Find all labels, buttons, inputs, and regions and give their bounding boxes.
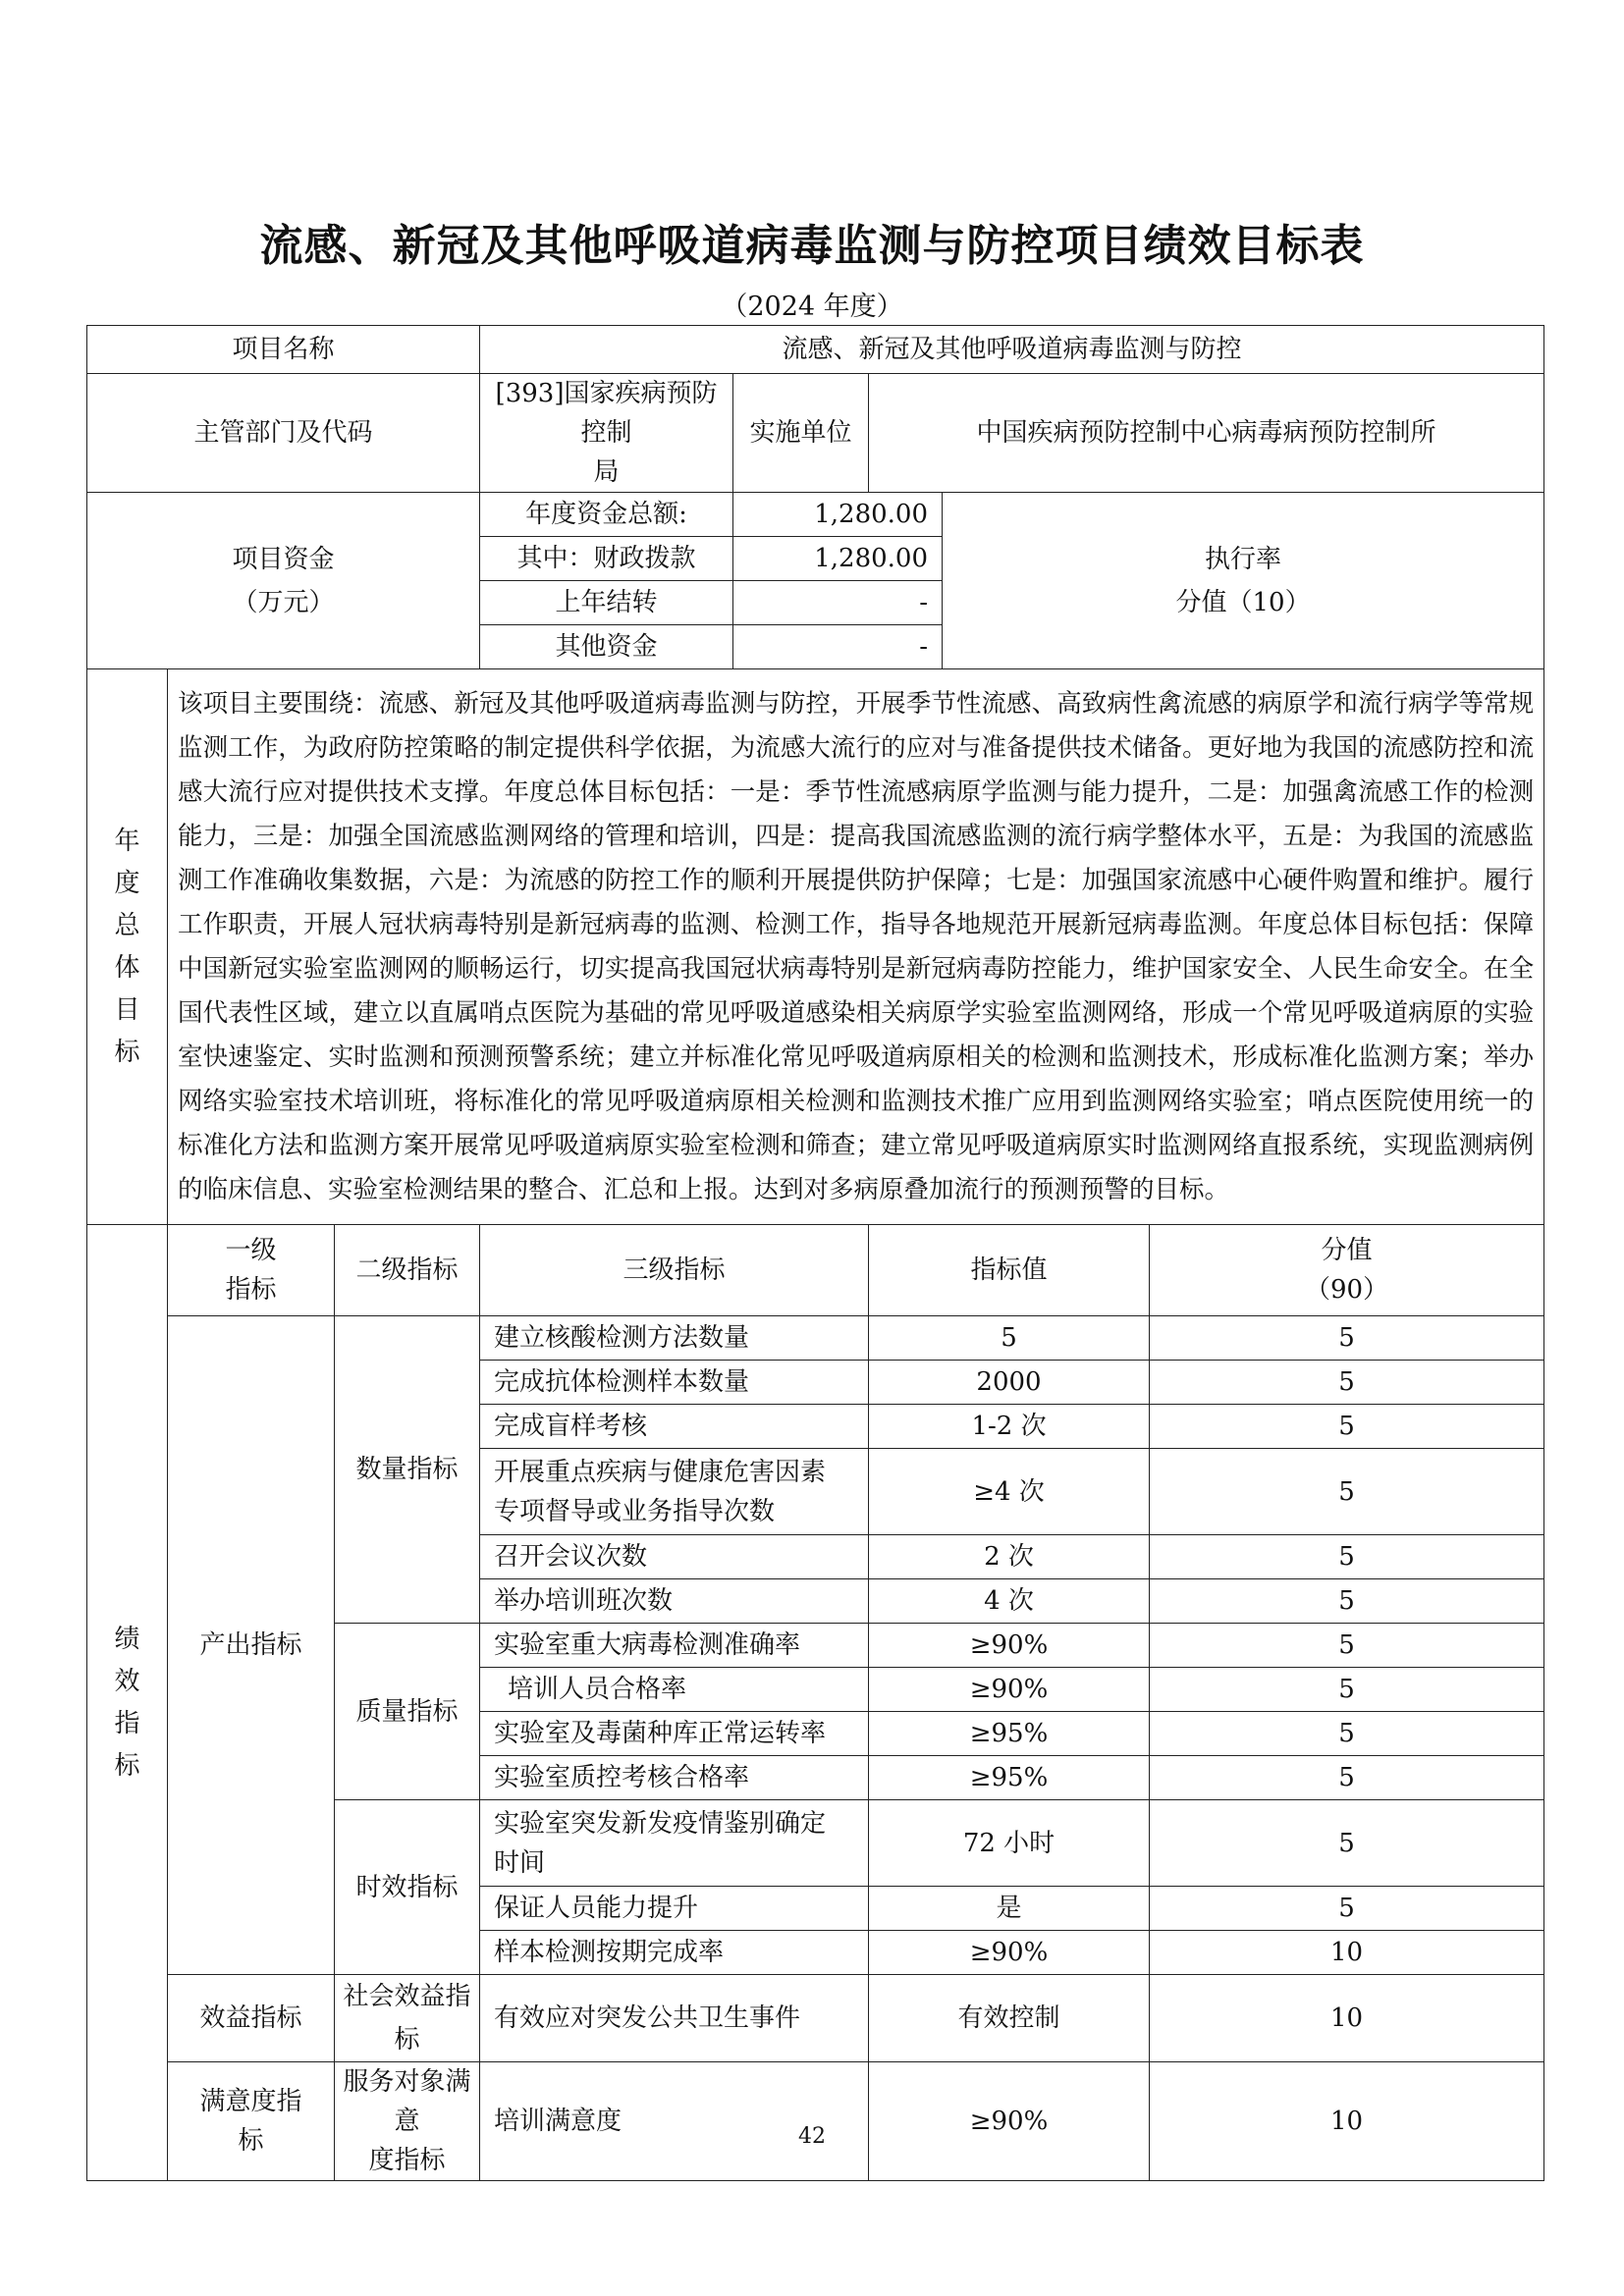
funds-fiscal-value: 1,280.00 [733,537,943,581]
indicator-score: 5 [1150,1756,1544,1800]
quality-label: 质量指标 [335,1624,480,1800]
annual-goal-label-char: 目 [114,994,140,1025]
indicator-name [480,1449,869,1535]
perf-header-row [87,1225,1544,1316]
score-header-line1: 分值 [1321,1236,1373,1265]
perf-label-char: 效 [114,1666,140,1696]
satisfaction-label-line2: 标 [238,2126,264,2156]
quantity-label: 数量指标 [335,1316,480,1624]
indicator-score: 10 [1150,1975,1544,2062]
indicator-value: 72 小时 [869,1800,1150,1887]
department-value-line2: 局 [593,457,620,487]
funds-carryover-value: - [733,581,943,625]
indicator-name: 完成抗体检测样本数量 [480,1361,869,1405]
social-benefit-label: 社会效益指标 [335,1975,480,2062]
indicator-value: ≥4 次 [869,1449,1150,1535]
implementer-label: 实施单位 [733,374,869,493]
annual-goal-label [87,669,168,1225]
value-header: 指标值 [869,1225,1150,1316]
annual-goal-label-char: 体 [114,952,140,983]
indicator-name-line2: 专项督导或业务指导次数 [494,1496,776,1526]
project-name-label: 项目名称 [87,326,480,374]
execution-rate [943,493,1544,669]
indicator-score: 5 [1150,1712,1544,1756]
indicator-name: 实验室质控考核合格率 [480,1756,869,1800]
score-header [1150,1225,1544,1316]
indicator-value: 是 [869,1887,1150,1931]
annual-goal-label-char: 年 [114,826,140,856]
department-row [87,374,1544,493]
satisfaction-row [87,2062,1544,2181]
funds-total-value: 1,280.00 [733,493,943,537]
level2-header: 二级指标 [335,1225,480,1316]
indicator-value: ≥95% [869,1756,1150,1800]
indicator-value: 2000 [869,1361,1150,1405]
department-label: 主管部门及代码 [87,374,480,493]
indicator-name: 样本检测按期完成率 [480,1931,869,1975]
indicator-score: 5 [1150,1579,1544,1624]
indicator-score: 5 [1150,1887,1544,1931]
indicator-score: 5 [1150,1668,1544,1712]
indicator-name: 有效应对突发公共卫生事件 [480,1975,869,2062]
project-name-row [87,326,1544,374]
indicator-name [480,1800,869,1887]
annual-goal-text: 该项目主要围绕：流感、新冠及其他呼吸道病毒监测与防控，开展季节性流感、高致病性禽流感的病原学和流行病学等常规监测工作，为政府防控策略的制定提供科学依据，为流感大流行的应对与准备提供技术储备。更好地为我国的流感防控和流感大流行应对提供技术支撑。年度总体目标包括：一是：季节性流感病原学监测与能力提升，二是：加强禽流感工作的检测能力，三是：加强全国流感监测网络的管理和培训，四是：提高我国流感监测的流行病学整体水平，五是：为我国的流感监测工作准确收集数据，六是：为流感的防控工作的顺利开展提供防护保障；七是：加强国家流感中心硬件购置和维护。履行工作职责，开展人冠状病毒特别是新冠病毒的监测、检测工作，指导各地规范开展新冠病毒监测。年度总体目标包括：保障中国新冠实验室监测网的顺畅运行，切实提高我国冠状病毒特别是新冠病毒防控能力，维护国家安全、人民生命安全。在全国代表性区域，建立以直属哨点医院为基础的常见呼吸道感染相关病原学实验室监测网络，形成一个常见呼吸道病原的实验室快速鉴定、实时监测和预测预警系统；建立并标准化常见呼吸道病原相关的检测和监测技术，形成标准化监测方案；举办网络实验室技术培训班，将标准化的常见呼吸道病原相关检测和监测技术推广应用到监测网络实验室；哨点医院使用统一的标准化方法和监测方案开展常见呼吸道病原实验室检测和筛查；建立常见呼吸道病原实时监测网络直报系统，实现监测病例的临床信息、实验室检测结果的整合、汇总和上报。达到对多病原叠加流行的预测预警的目标。 [168,669,1544,1225]
funds-label-line1: 项目资金 [232,544,335,574]
indicator-score: 5 [1150,1800,1544,1887]
funds-fiscal-label: 其中：财政拨款 [480,537,733,581]
indicator-name: 举办培训班次数 [480,1579,869,1624]
perf-label-char: 绩 [114,1624,140,1654]
service-satisfaction-label-line2: 度指标 [368,2146,446,2175]
indicator-score: 10 [1150,1931,1544,1975]
perf-label-char: 指 [114,1708,140,1738]
indicator-name: 培训人员合格率 [480,1668,869,1712]
indicator-name-line2: 时间 [494,1847,546,1878]
indicator-score: 5 [1150,1449,1544,1535]
funds-label-line2: （万元） [232,587,335,617]
indicator-value: ≥90% [869,1668,1150,1712]
annual-goal-label-char: 总 [114,910,140,940]
indicator-value: 5 [869,1316,1150,1361]
annual-goal-label-char: 标 [114,1037,140,1067]
benefit-row [87,1975,1544,2062]
department-value-line1: [393]国家疾病预防控制 [495,379,718,448]
project-name-value: 流感、新冠及其他呼吸道病毒监测与防控 [480,326,1544,374]
performance-target-table [86,325,1544,2181]
indicator-value: ≥90% [869,1931,1150,1975]
indicator-name: 完成盲样考核 [480,1405,869,1449]
indicator-score: 5 [1150,1624,1544,1668]
table-row [87,1316,1544,1361]
output-label: 产出指标 [168,1316,335,1975]
funds-row [87,493,1544,537]
indicator-value: ≥90% [869,2062,1150,2181]
level1-header [168,1225,335,1316]
indicator-value: ≥95% [869,1712,1150,1756]
execution-rate-label: 执行率 [1205,544,1282,574]
department-value [480,374,733,493]
service-satisfaction-label-line1: 服务对象满意 [343,2067,471,2136]
level1-header-line1: 一级 [225,1236,277,1265]
year-subtitle: （2024 年度） [721,292,903,322]
score-header-line2: （90） [1305,1275,1389,1305]
funds-carryover-label: 上年结转 [480,581,733,625]
indicator-score: 5 [1150,1535,1544,1579]
indicator-score: 5 [1150,1316,1544,1361]
indicator-value: 有效控制 [869,1975,1150,2062]
annual-goal-label-char: 度 [114,868,140,898]
indicator-name: 建立核酸检测方法数量 [480,1316,869,1361]
execution-rate-score: 分值（10） [1175,587,1311,617]
funds-total-label: 年度资金总额: [480,493,733,537]
perf-label-char: 标 [114,1750,140,1781]
indicator-name: 实验室重大病毒检测准确率 [480,1624,869,1668]
indicator-name: 召开会议次数 [480,1535,869,1579]
indicator-name: 保证人员能力提升 [480,1887,869,1931]
indicator-name: 培训满意度 [480,2062,869,2181]
indicator-score: 10 [1150,2062,1544,2181]
satisfaction-label [168,2062,335,2181]
indicator-score: 5 [1150,1361,1544,1405]
benefit-label: 效益指标 [168,1975,335,2062]
funds-other-label: 其他资金 [480,625,733,669]
indicator-value: 1-2 次 [869,1405,1150,1449]
service-satisfaction-label [335,2062,480,2181]
annual-goal-row [87,669,1544,1225]
indicator-score: 5 [1150,1405,1544,1449]
indicator-name-line1: 实验室突发新发疫情鉴别确定 [494,1808,827,1839]
timeliness-label: 时效指标 [335,1800,480,1975]
indicator-value: ≥90% [869,1624,1150,1668]
indicator-value: 2 次 [869,1535,1150,1579]
implementer-value: 中国疾病预防控制中心病毒病预防控制所 [869,374,1544,493]
page-title: 流感、新冠及其他呼吸道病毒监测与防控项目绩效目标表 [259,221,1365,271]
funds-other-value: - [733,625,943,669]
level3-header: 三级指标 [480,1225,869,1316]
satisfaction-label-line1: 满意度指 [199,2087,302,2116]
indicator-name-line1: 开展重点疾病与健康危害因素 [494,1457,827,1487]
indicator-name: 实验室及毒菌种库正常运转率 [480,1712,869,1756]
page-number: 42 [798,2124,826,2149]
level1-header-line2: 指标 [225,1275,277,1305]
indicator-value: 4 次 [869,1579,1150,1624]
funds-label [87,493,480,669]
perf-label [87,1225,168,2181]
